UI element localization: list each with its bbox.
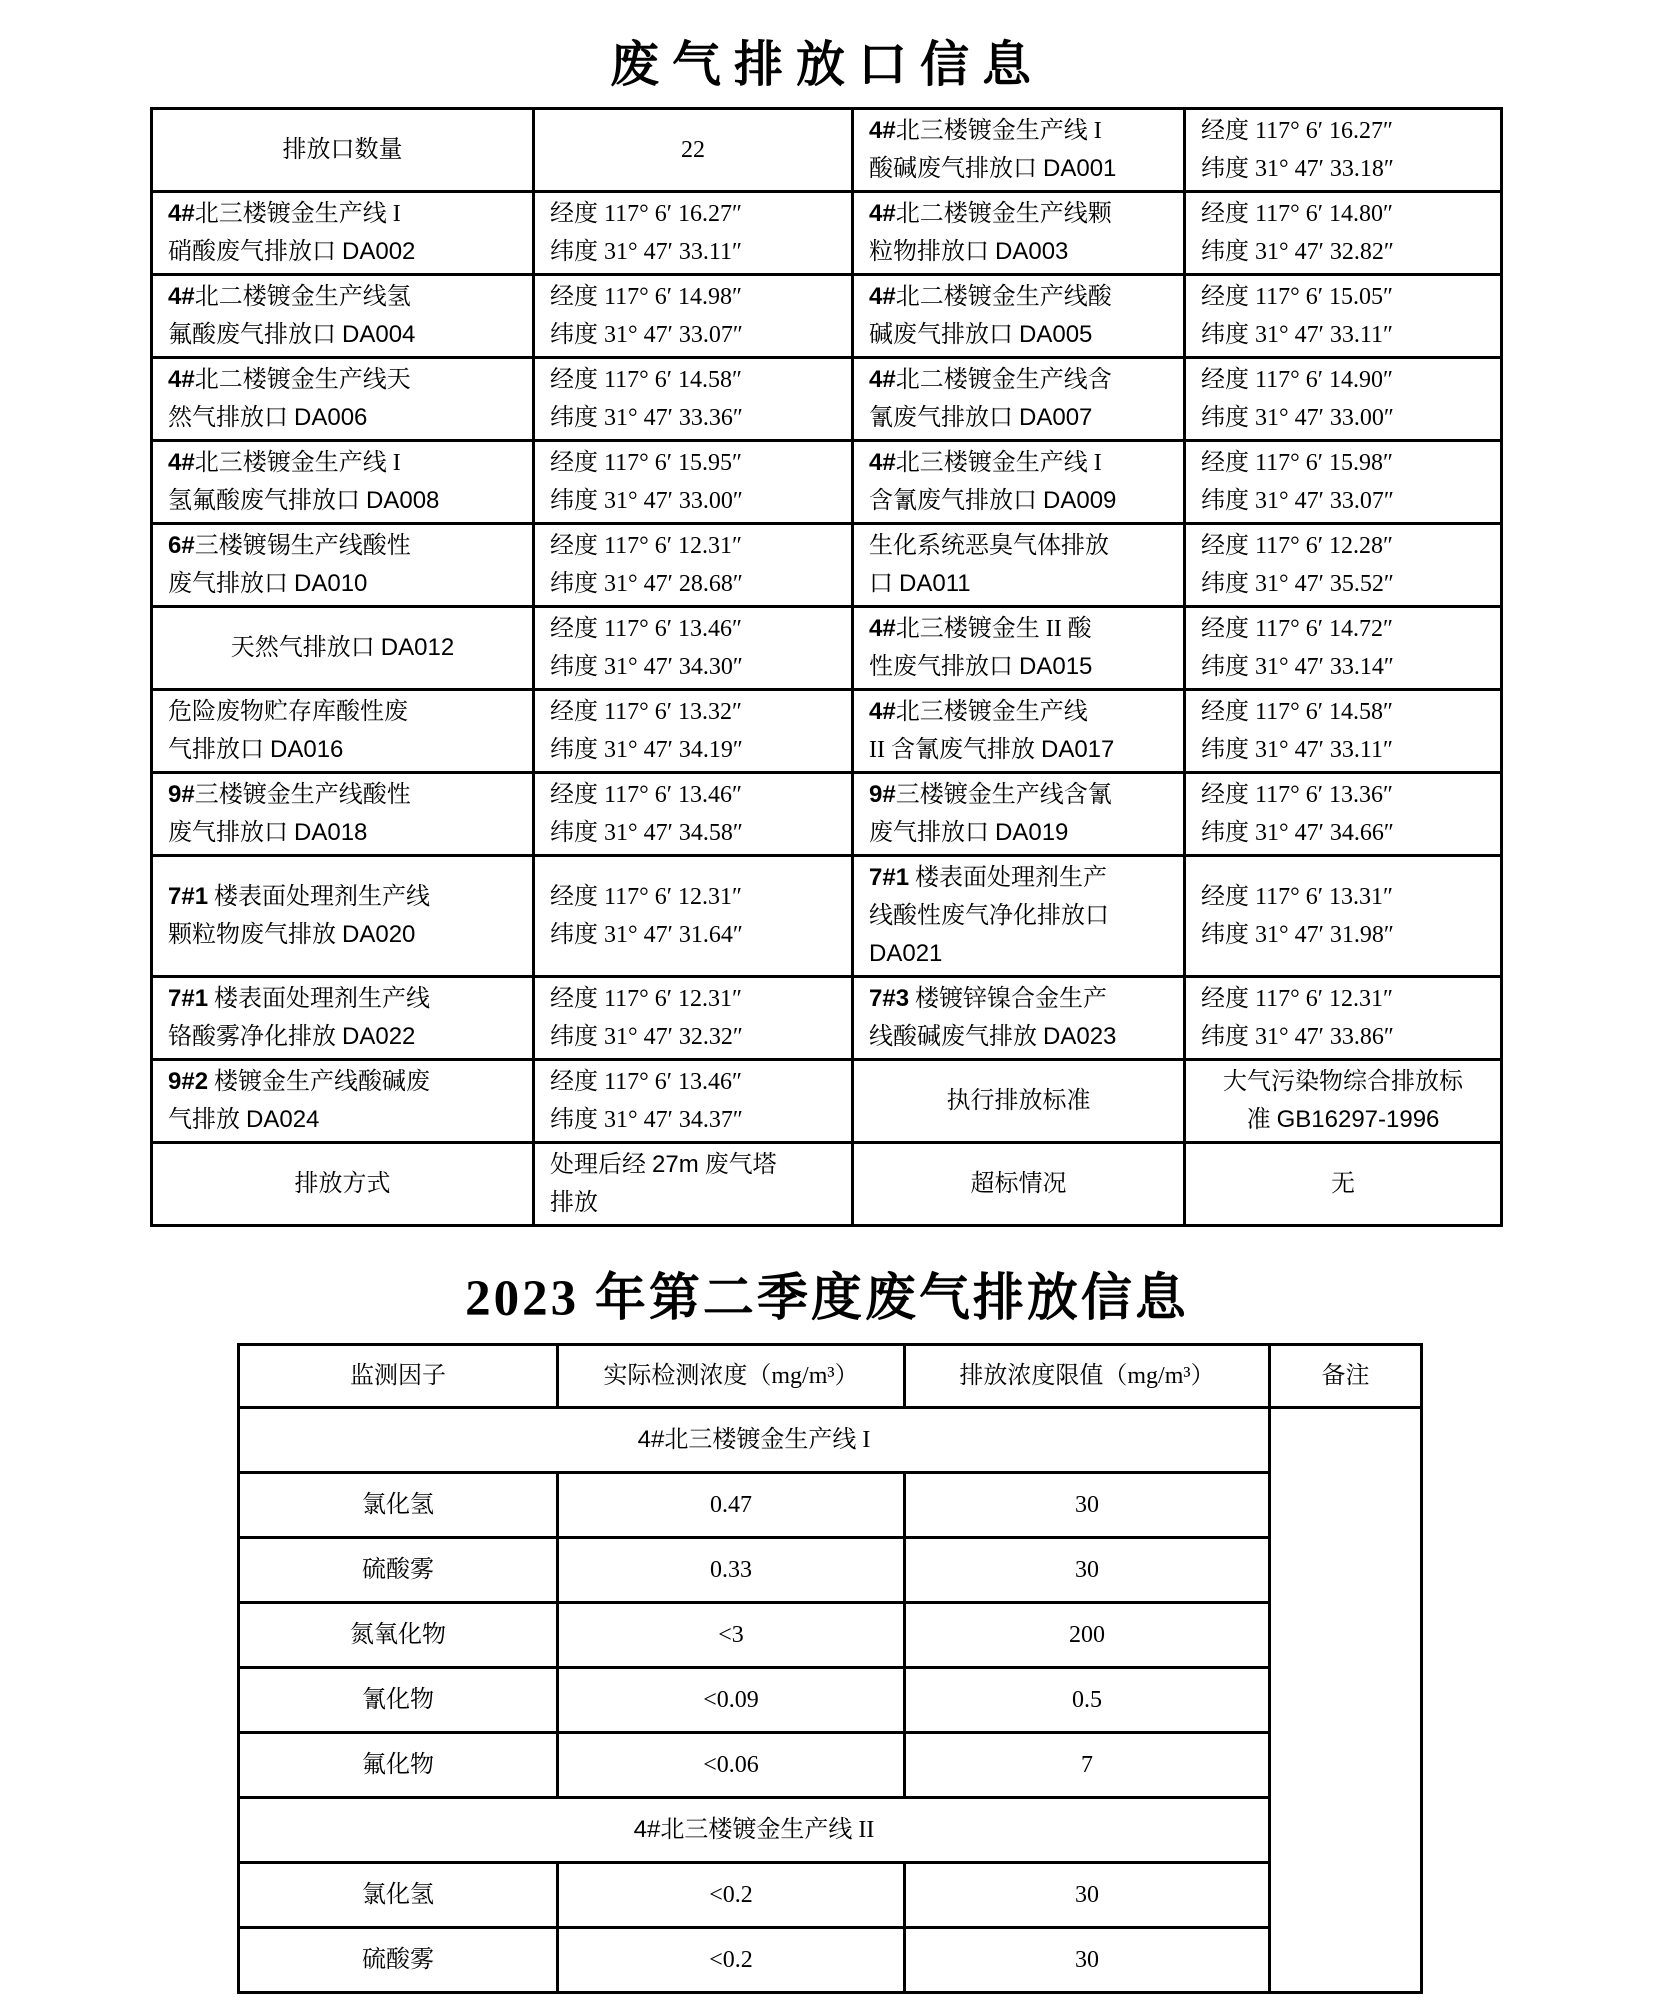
table1-cell-r8c2: 经度 117° 6′ 13.32″ 纬度 31° 47′ 34.19″ [534, 690, 853, 773]
table1-row-2 [152, 192, 1502, 275]
page-title-outlet-info: 废气排放口信息 [609, 37, 1044, 92]
code-text: DA011 [899, 570, 971, 597]
table2-cell-c2: <0.2 [558, 1863, 905, 1928]
code-text: DA022 [342, 1023, 416, 1050]
code-text: DA012 [380, 634, 455, 661]
table1-cell-r13c2: 处理后经 27m 废气塔 排放 [534, 1143, 853, 1226]
table2-section-row-1 [239, 1408, 1422, 1473]
table2-data-row [239, 1668, 1422, 1733]
table1-row-13 [152, 1143, 1502, 1226]
table1-row-6 [152, 524, 1502, 607]
code-text: DA023 [1043, 1023, 1117, 1050]
outlet-info-table [150, 107, 1503, 1227]
table2-data-row [239, 1863, 1422, 1928]
table1-row-1 [152, 109, 1502, 192]
table1-cell-r10c4: 经度 117° 6′ 13.31″ 纬度 31° 47′ 31.98″ [1185, 856, 1502, 977]
table2-cell-c2: <0.06 [558, 1733, 905, 1798]
bold-code-text: 4# [869, 449, 896, 476]
table2-cell-c2: 0.33 [558, 1538, 905, 1603]
table1-cell-r12c1: 9#2 楼镀金生产线酸碱废 气排放 DA024 [152, 1060, 534, 1143]
code-text: DA018 [294, 819, 368, 846]
table2-data-row [239, 1603, 1422, 1668]
table1-cell-r4c2: 经度 117° 6′ 14.58″ 纬度 31° 47′ 33.36″ [534, 358, 853, 441]
table2-cell-c3: 200 [905, 1603, 1270, 1668]
bold-code-text: 4# [168, 200, 195, 227]
table2-cell-c2: <0.2 [558, 1928, 905, 1993]
table1-row-5 [152, 441, 1502, 524]
table2-header-cell-3: 排放浓度限值（mg/m³） [905, 1345, 1270, 1408]
code-text: DA019 [995, 819, 1069, 846]
page-title-q2-emission-info: 2023 年第二季度废气排放信息 [465, 1271, 1189, 1327]
bold-code-text: 7#3 [869, 985, 910, 1012]
bold-code-text: 9# [168, 781, 195, 808]
table1-row-11 [152, 977, 1502, 1060]
table1-cell-r11c2: 经度 117° 6′ 12.31″ 纬度 31° 47′ 32.32″ [534, 977, 853, 1060]
code-text: DA001 [1043, 155, 1117, 182]
table1-cell-r13c1: 排放方式 [152, 1143, 534, 1226]
table1-row-7 [152, 607, 1502, 690]
table1-cell-r2c4: 经度 117° 6′ 14.80″ 纬度 31° 47′ 32.82″ [1185, 192, 1502, 275]
table1-cell-r7c1: 天然气排放口 DA012 [152, 607, 534, 690]
table1-row-8 [152, 690, 1502, 773]
table1-cell-r10c3: 7#1 楼表面处理剂生产 线酸性废气净化排放口 DA021 [853, 856, 1185, 977]
bold-code-text: 9# [869, 781, 896, 808]
table2-header-cell-2: 实际检测浓度（mg/m³） [558, 1345, 905, 1408]
bold-code-text: 4# [869, 283, 896, 310]
code-text: DA003 [995, 238, 1069, 265]
table1-cell-r11c4: 经度 117° 6′ 12.31″ 纬度 31° 47′ 33.86″ [1185, 977, 1502, 1060]
table1-cell-r9c3: 9#三楼镀金生产线含氰 废气排放口 DA019 [853, 773, 1185, 856]
table2-data-row [239, 1928, 1422, 1993]
code-text: DA015 [1019, 653, 1093, 680]
table1-cell-r12c3: 执行排放标准 [853, 1060, 1185, 1143]
code-text: DA024 [246, 1106, 320, 1133]
table2-cell-c3: 30 [905, 1863, 1270, 1928]
table2-header-cell-1: 监测因子 [239, 1345, 558, 1408]
table2-cell-c3: 7 [905, 1733, 1270, 1798]
table1-row-4 [152, 358, 1502, 441]
table2-cell-c1: 硫酸雾 [239, 1538, 558, 1603]
table1-cell-r6c1: 6#三楼镀锡生产线酸性 废气排放口 DA010 [152, 524, 534, 607]
code-text: DA017 [1040, 736, 1115, 763]
bold-code-text: 7#1 [168, 985, 209, 1012]
table1-cell-r9c2: 经度 117° 6′ 13.46″ 纬度 31° 47′ 34.58″ [534, 773, 853, 856]
table1-cell-r8c4: 经度 117° 6′ 14.58″ 纬度 31° 47′ 33.11″ [1185, 690, 1502, 773]
table1-cell-r6c3: 生化系统恶臭气体排放 口 DA011 [853, 524, 1185, 607]
table1-cell-r3c2: 经度 117° 6′ 14.98″ 纬度 31° 47′ 33.07″ [534, 275, 853, 358]
table1-cell-r2c1: 4#北三楼镀金生产线 I 硝酸废气排放口 DA002 [152, 192, 534, 275]
table2-cell-c2: 0.47 [558, 1473, 905, 1538]
code-text: DA002 [342, 238, 416, 265]
q2-monitoring-table [237, 1343, 1423, 1994]
table1-row-9 [152, 773, 1502, 856]
table1-cell-r4c3: 4#北二楼镀金生产线含 氰废气排放口 DA007 [853, 358, 1185, 441]
bold-code-text: 4# [168, 366, 195, 393]
code-text: DA006 [294, 404, 368, 431]
table1-cell-r8c1: 危险废物贮存库酸性废 气排放口 DA016 [152, 690, 534, 773]
code-text: DA016 [270, 736, 344, 763]
code-text: DA008 [366, 487, 440, 514]
bold-code-text: 4# [869, 200, 896, 227]
table2-cell-c2: <3 [558, 1603, 905, 1668]
table1-cell-r7c4: 经度 117° 6′ 14.72″ 纬度 31° 47′ 33.14″ [1185, 607, 1502, 690]
bold-code-text: 7#1 [168, 883, 209, 910]
table1-cell-r5c2: 经度 117° 6′ 15.95″ 纬度 31° 47′ 33.00″ [534, 441, 853, 524]
bold-code-text: 6# [168, 532, 195, 559]
bold-code-text: 4# [869, 117, 896, 144]
table1-cell-r1c2: 22 [534, 109, 853, 192]
table1-cell-r6c2: 经度 117° 6′ 12.31″ 纬度 31° 47′ 28.68″ [534, 524, 853, 607]
table1-cell-r6c4: 经度 117° 6′ 12.28″ 纬度 31° 47′ 35.52″ [1185, 524, 1502, 607]
table1-cell-r5c4: 经度 117° 6′ 15.98″ 纬度 31° 47′ 33.07″ [1185, 441, 1502, 524]
table1-cell-r2c3: 4#北二楼镀金生产线颗 粒物排放口 DA003 [853, 192, 1185, 275]
table2-cell-c3: 0.5 [905, 1668, 1270, 1733]
code-text: 27m [652, 1151, 699, 1178]
table1-cell-r5c1: 4#北三楼镀金生产线 I 氢氟酸废气排放口 DA008 [152, 441, 534, 524]
table1-cell-r5c3: 4#北三楼镀金生产线 I 含氰废气排放口 DA009 [853, 441, 1185, 524]
table2-cell-c1: 氟化物 [239, 1733, 558, 1798]
table1-cell-r10c2: 经度 117° 6′ 12.31″ 纬度 31° 47′ 31.64″ [534, 856, 853, 977]
table1-cell-r3c1: 4#北二楼镀金生产线氢 氟酸废气排放口 DA004 [152, 275, 534, 358]
table2-cell-c3: 30 [905, 1538, 1270, 1603]
table1-cell-r1c4: 经度 117° 6′ 16.27″ 纬度 31° 47′ 33.18″ [1185, 109, 1502, 192]
table1-cell-r4c4: 经度 117° 6′ 14.90″ 纬度 31° 47′ 33.00″ [1185, 358, 1502, 441]
table1-row-3 [152, 275, 1502, 358]
table2-cell-c3: 30 [905, 1473, 1270, 1538]
table2-section-cell-1: 4#北三楼镀金生产线 I [239, 1408, 1270, 1473]
table2-section-cell-2: 4#北三楼镀金生产线 II [239, 1798, 1270, 1863]
table1-cell-r12c2: 经度 117° 6′ 13.46″ 纬度 31° 47′ 34.37″ [534, 1060, 853, 1143]
table1-cell-r3c3: 4#北二楼镀金生产线酸 碱废气排放口 DA005 [853, 275, 1185, 358]
table1-cell-r7c3: 4#北三楼镀金生 II 酸 性废气排放口 DA015 [853, 607, 1185, 690]
table2-section-row-2 [239, 1798, 1422, 1863]
code-text: 4# [633, 1816, 661, 1843]
code-text: 4# [637, 1426, 665, 1453]
bold-code-text: 4# [869, 366, 896, 393]
table2-data-row [239, 1733, 1422, 1798]
code-text: GB16297-1996 [1276, 1106, 1440, 1133]
table2-cell-c1: 氯化氢 [239, 1473, 558, 1538]
table2-header-row [239, 1345, 1422, 1408]
code-text: DA007 [1019, 404, 1093, 431]
code-text: DA005 [1019, 321, 1093, 348]
table2-remark-cell [1270, 1408, 1422, 1993]
table1-cell-r4c1: 4#北二楼镀金生产线天 然气排放口 DA006 [152, 358, 534, 441]
bold-code-text: 4# [168, 283, 195, 310]
bold-code-text: 4# [869, 615, 896, 642]
code-text: DA020 [342, 921, 416, 948]
table1-cell-r11c3: 7#3 楼镀锌镍合金生产 线酸碱废气排放 DA023 [853, 977, 1185, 1060]
table2-data-row [239, 1538, 1422, 1603]
table2-cell-c1: 氰化物 [239, 1668, 558, 1733]
code-text: DA009 [1043, 487, 1117, 514]
code-text: DA004 [342, 321, 416, 348]
table1-cell-r13c4: 无 [1185, 1143, 1502, 1226]
table2-cell-c3: 30 [905, 1928, 1270, 1993]
table1-cell-r8c3: 4#北三楼镀金生产线 II 含氰废气排放 DA017 [853, 690, 1185, 773]
table2-cell-c1: 硫酸雾 [239, 1928, 558, 1993]
table1-row-10 [152, 856, 1502, 977]
table1-cell-r7c2: 经度 117° 6′ 13.46″ 纬度 31° 47′ 34.30″ [534, 607, 853, 690]
table1-cell-r12c4: 大气污染物综合排放标 准 GB16297-1996 [1185, 1060, 1502, 1143]
table2-cell-c2: <0.09 [558, 1668, 905, 1733]
table1-cell-r2c2: 经度 117° 6′ 16.27″ 纬度 31° 47′ 33.11″ [534, 192, 853, 275]
bold-code-text: 7#1 [869, 864, 910, 891]
table2-header-cell-4: 备注 [1270, 1345, 1422, 1408]
table1-cell-r9c4: 经度 117° 6′ 13.36″ 纬度 31° 47′ 34.66″ [1185, 773, 1502, 856]
table1-cell-r11c1: 7#1 楼表面处理剂生产线 铬酸雾净化排放 DA022 [152, 977, 534, 1060]
table2-cell-c1: 氮氧化物 [239, 1603, 558, 1668]
table1-cell-r1c3: 4#北三楼镀金生产线 I 酸碱废气排放口 DA001 [853, 109, 1185, 192]
table1-cell-r13c3: 超标情况 [853, 1143, 1185, 1226]
code-text: DA021 [869, 940, 943, 967]
bold-code-text: 4# [168, 449, 195, 476]
table1-cell-r9c1: 9#三楼镀金生产线酸性 废气排放口 DA018 [152, 773, 534, 856]
code-text: DA010 [294, 570, 368, 597]
table1-cell-r10c1: 7#1 楼表面处理剂生产线 颗粒物废气排放 DA020 [152, 856, 534, 977]
bold-code-text: 9#2 [168, 1068, 209, 1095]
bold-code-text: 4# [869, 698, 896, 725]
table2-cell-c1: 氯化氢 [239, 1863, 558, 1928]
table2-data-row [239, 1473, 1422, 1538]
table1-cell-r3c4: 经度 117° 6′ 15.05″ 纬度 31° 47′ 33.11″ [1185, 275, 1502, 358]
table1-row-12 [152, 1060, 1502, 1143]
table1-cell-r1c1: 排放口数量 [152, 109, 534, 192]
